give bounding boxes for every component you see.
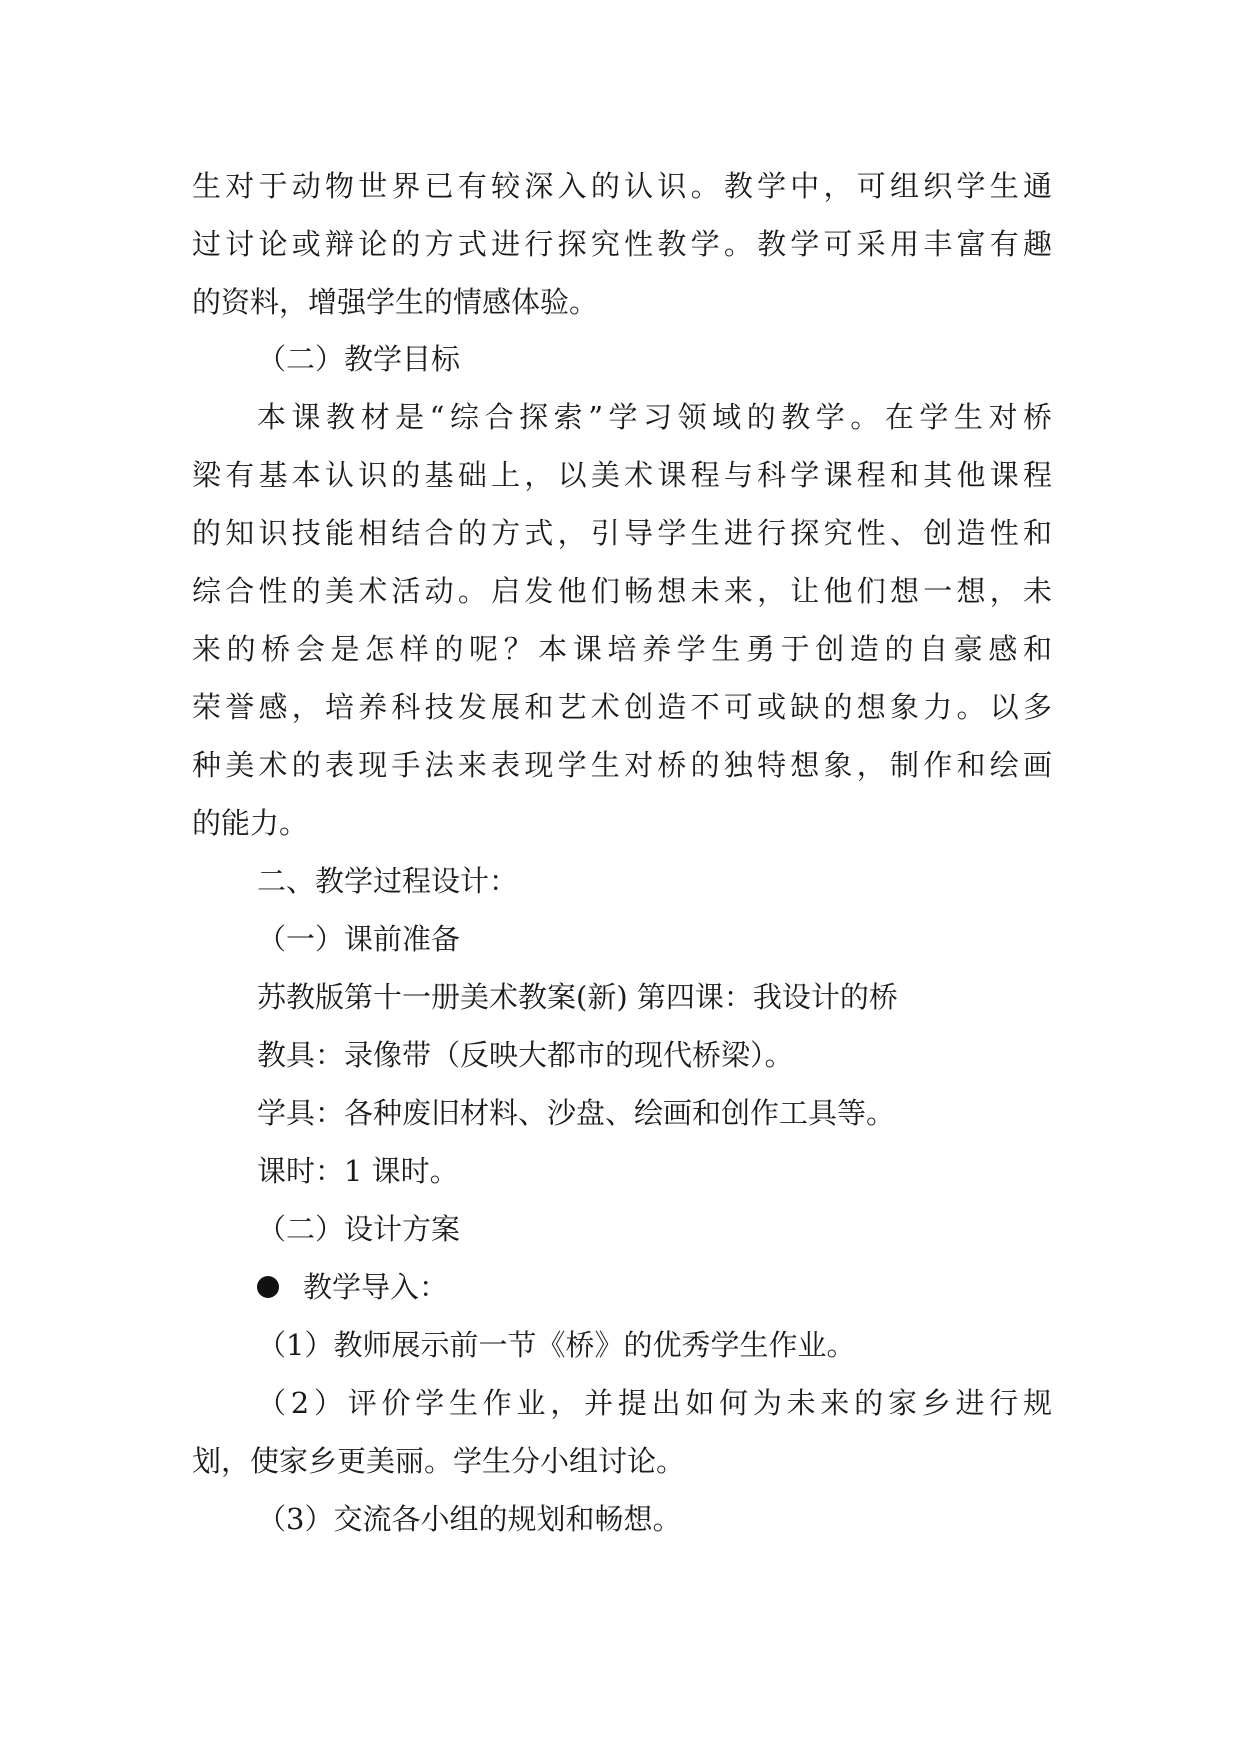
class-hours-line: 课时：1 课时。 (257, 1154, 459, 1188)
paragraph-line: 的知识技能相结合的方式，引导学生进行探究性、创造性和 (192, 516, 1052, 550)
lesson-title-line: 苏教版第十一册美术教案(新) 第四课：我设计的桥 (257, 980, 898, 1014)
student-materials-line: 学具：各种废旧材料、沙盘、绘画和创作工具等。 (257, 1096, 896, 1130)
subsection-heading: （一）课前准备 (257, 922, 461, 956)
paragraph-line: 的能力。 (192, 806, 309, 840)
paragraph-line: 种美术的表现手法来表现学生对桥的独特想象，制作和绘画 (192, 748, 1052, 782)
paragraph-line: 来的桥会是怎样的呢？本课培养学生勇于创造的自豪感和 (192, 632, 1052, 666)
paragraph-line: 过讨论或辩论的方式进行探究性教学。教学可采用丰富有趣 (192, 227, 1052, 261)
bullet-dot-icon (257, 1276, 279, 1298)
bullet-item (257, 1267, 1052, 1307)
list-item: （1）教师展示前一节《桥》的优秀学生作业。 (257, 1328, 856, 1362)
paragraph-line: 本课教材是“综合探索”学习领域的教学。在学生对桥 (257, 400, 1052, 434)
teaching-aids-line: 教具：录像带（反映大都市的现代桥梁）。 (257, 1038, 794, 1072)
list-item: （3）交流各小组的规划和畅想。 (257, 1502, 682, 1536)
paragraph-line: 的资料，增强学生的情感体验。 (192, 285, 599, 319)
paragraph-line: 划，使家乡更美丽。学生分小组讨论。 (192, 1444, 686, 1478)
subsection-heading: （二）设计方案 (257, 1212, 461, 1246)
paragraph-line: 梁有基本认识的基础上，以美术课程与科学课程和其他课程 (192, 458, 1052, 492)
bullet-text: 教学导入： (303, 1270, 449, 1304)
list-item: （2）评价学生作业，并提出如何为未来的家乡进行规 (257, 1386, 1052, 1420)
section-heading: （二）教学目标 (257, 342, 461, 376)
paragraph-line: 生对于动物世界已有较深入的认识。教学中，可组织学生通 (192, 169, 1052, 203)
paragraph-line: 荣誉感，培养科技发展和艺术创造不可或缺的想象力。以多 (192, 690, 1052, 724)
section-heading: 二、教学过程设计： (257, 864, 519, 898)
paragraph-line: 综合性的美术活动。启发他们畅想未来，让他们想一想，未 (192, 574, 1052, 608)
